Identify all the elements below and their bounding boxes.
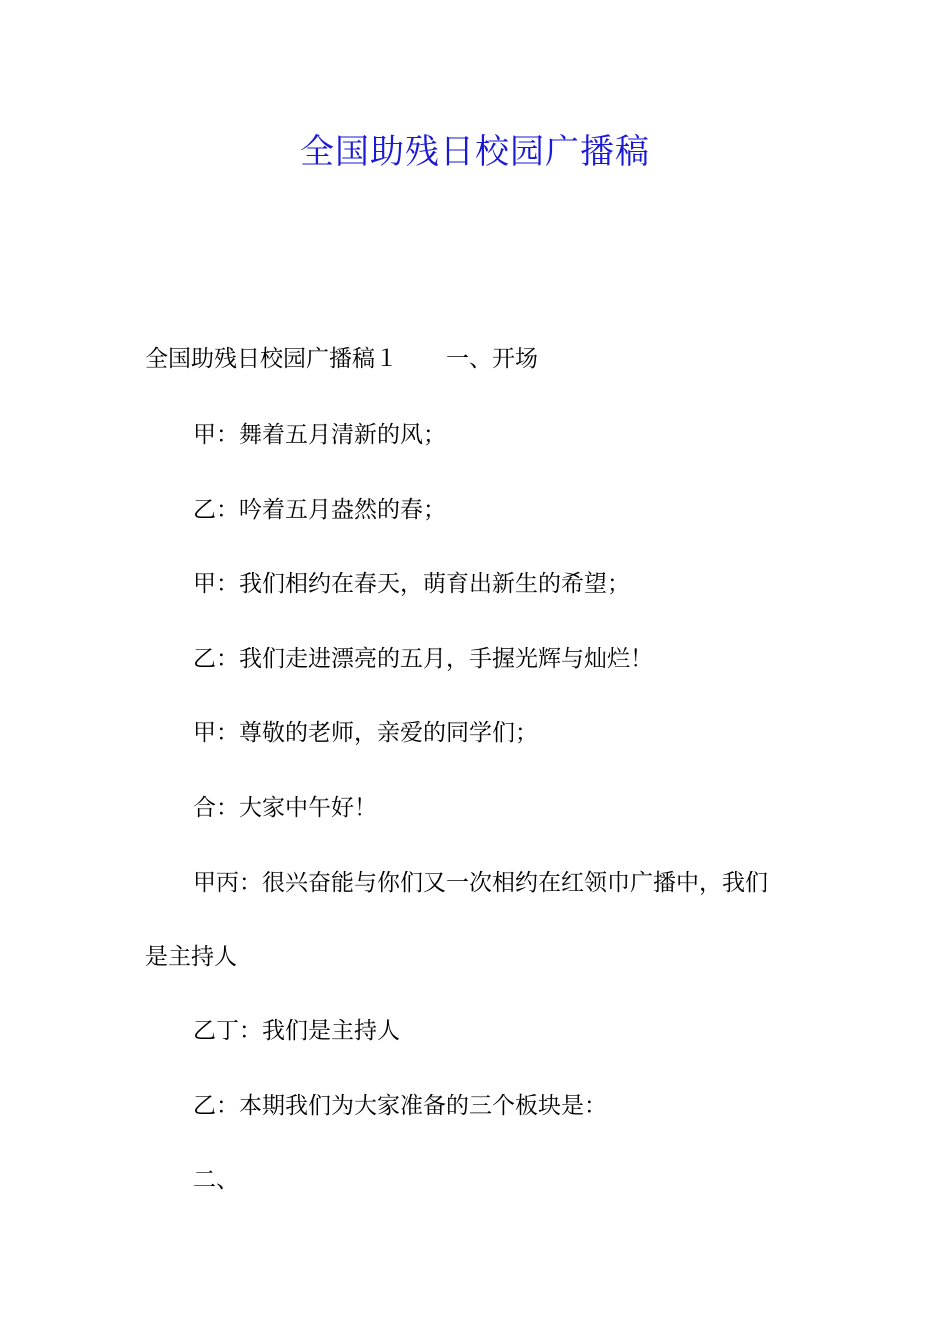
paragraph-line: 乙丁：我们是主持人	[193, 1018, 400, 1044]
paragraph-continuation-line: 是主持人	[145, 944, 237, 970]
paragraph-line: 甲：我们相约在春天，萌育出新生的希望；	[193, 571, 630, 597]
paragraph-line: 甲：尊敬的老师，亲爱的同学们；	[193, 720, 538, 746]
section-heading-line	[145, 342, 538, 376]
paragraph-line: 乙：本期我们为大家准备的三个板块是：	[193, 1093, 607, 1119]
paragraph-line: 合：大家中午好！	[193, 795, 377, 821]
section-number-line: 二、	[193, 1167, 239, 1193]
paragraph-line: 乙：吟着五月盎然的春；	[193, 497, 446, 523]
paragraph-line: 乙：我们走进漂亮的五月，手握光辉与灿烂！	[193, 646, 653, 672]
paragraph-line: 甲丙：很兴奋能与你们又一次相约在红领巾广播中，我们	[193, 870, 768, 896]
section-title-opening: 一、开场	[446, 346, 538, 372]
paragraph-line: 甲：舞着五月清新的风；	[193, 422, 446, 448]
document-title: 全国助残日校园广播稿	[300, 132, 650, 172]
broadcast-label: 全国助残日校园广播稿１	[145, 346, 398, 372]
